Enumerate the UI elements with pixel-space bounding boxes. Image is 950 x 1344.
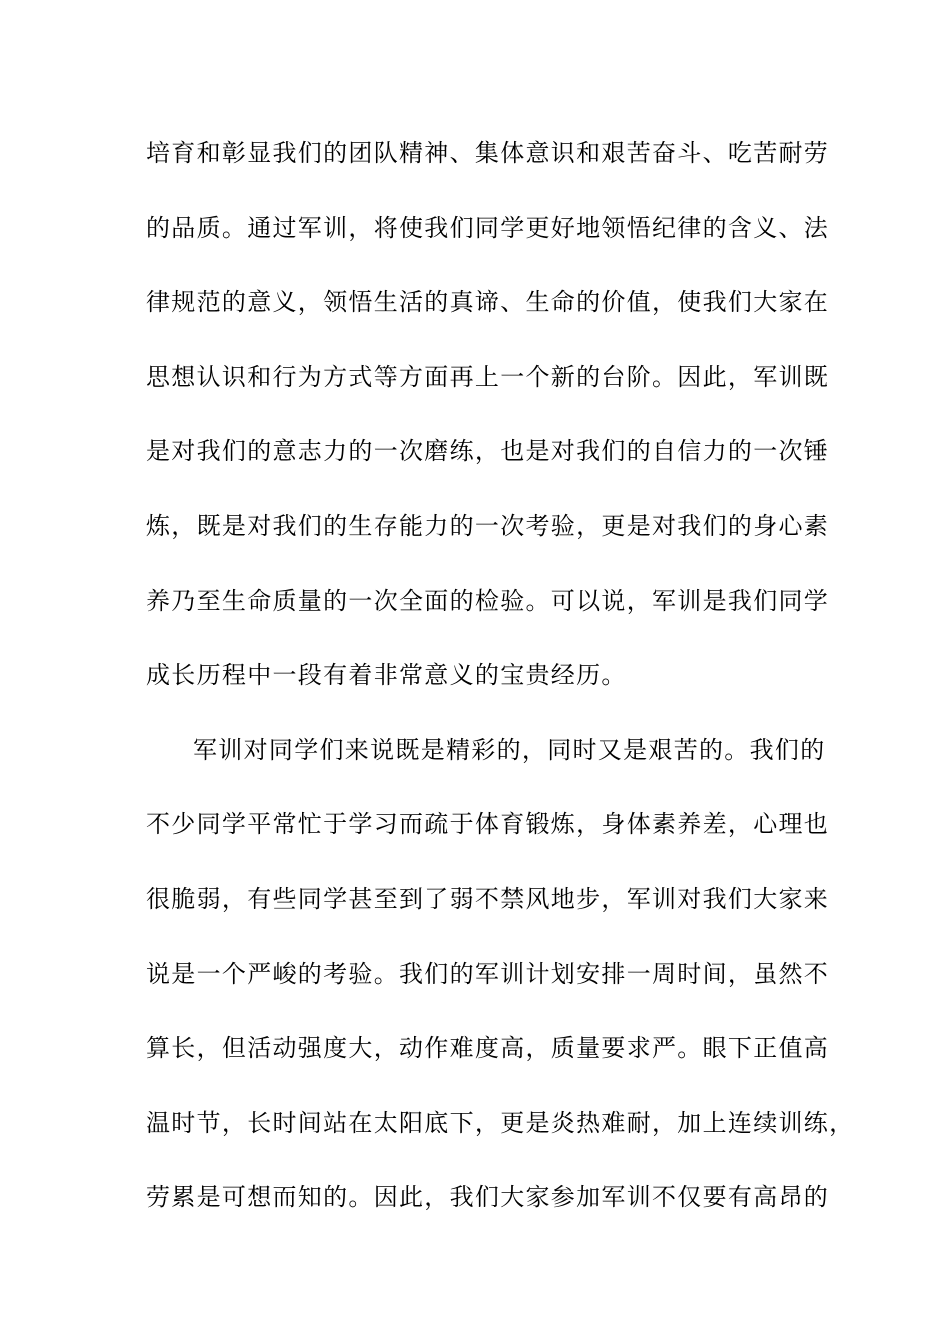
text-line: 说是一个严峻的考验。我们的军训计划安排一周时间，虽然不 [146, 959, 830, 988]
text-line: 成长历程中一段有着非常意义的宝贵经历。 [146, 661, 627, 690]
paragraph-first-line: 军训对同学们来说既是精彩的，同时又是艰苦的。我们的 [193, 735, 826, 764]
text-line: 算长，但活动强度大，动作难度高，质量要求严。眼下正值高 [146, 1034, 830, 1063]
text-line: 炼，既是对我们的生存能力的一次考验，更是对我们的身心素 [146, 511, 830, 540]
text-line: 培育和彰显我们的团队精神、集体意识和艰苦奋斗、吃苦耐劳 [146, 139, 830, 167]
body-text [146, 126, 855, 1245]
text-line: 不少同学平常忙于学习而疏于体育锻炼，身体素养差，心理也 [146, 810, 830, 839]
text-line: 的品质。通过军训，将使我们同学更好地领悟纪律的含义、法 [146, 213, 830, 242]
text-line: 劳累是可想而知的。因此，我们大家参加军训不仅要有高昂的 [146, 1183, 830, 1212]
text-line: 律规范的意义，领悟生活的真谛、生命的价值，使我们大家在 [146, 288, 830, 317]
text-line: 养乃至生命质量的一次全面的检验。可以说，军训是我们同学 [146, 586, 830, 615]
text-line: 思想认识和行为方式等方面再上一个新的台阶。因此，军训既 [146, 362, 830, 391]
text-line: 很脆弱，有些同学甚至到了弱不禁风地步，军训对我们大家来 [146, 884, 830, 913]
text-line: 是对我们的意志力的一次磨练，也是对我们的自信力的一次锤 [146, 437, 830, 466]
text-line: 温时节，长时间站在太阳底下，更是炎热难耐，加上连续训练， [146, 1108, 855, 1137]
